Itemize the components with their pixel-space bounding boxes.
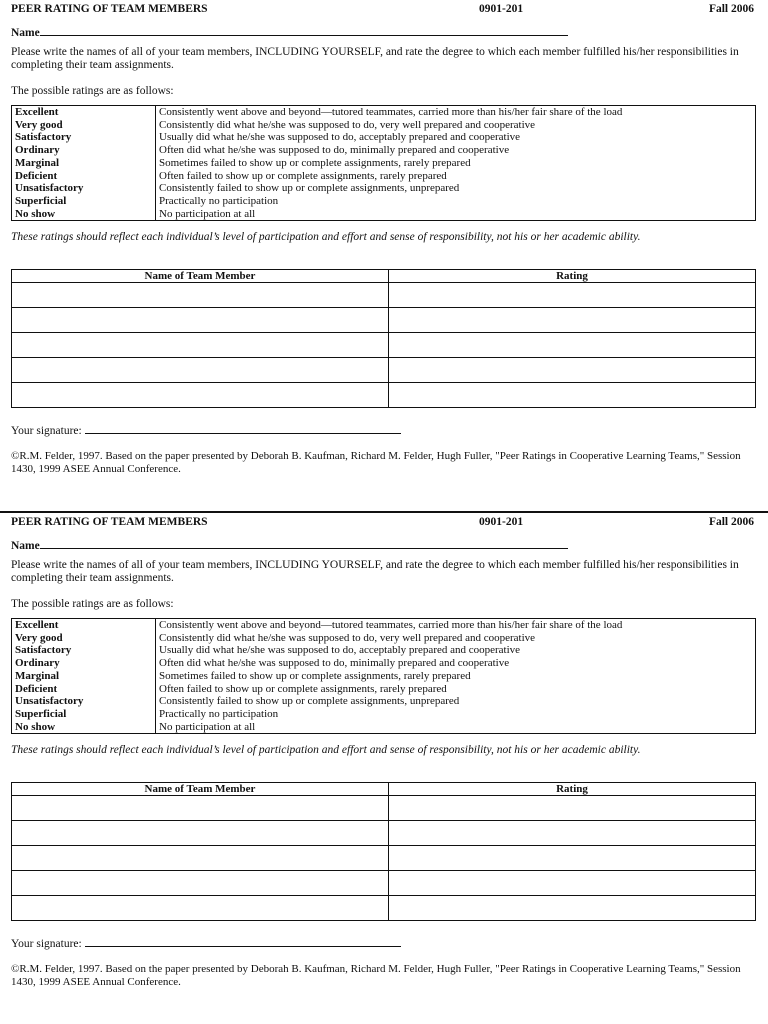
name-label: Name <box>11 27 40 39</box>
member-name-cell[interactable] <box>12 383 389 408</box>
member-row <box>12 358 756 383</box>
rating-row <box>12 721 756 734</box>
rating-row <box>12 208 756 221</box>
ratings-intro: The possible ratings are as follows: <box>11 598 174 610</box>
rating-description: No participation at all <box>156 721 756 734</box>
rating-description: Often failed to show up or complete assignments, rarely prepared <box>156 683 756 696</box>
member-row <box>12 283 756 308</box>
member-row <box>12 821 756 846</box>
member-rating-cell[interactable] <box>389 846 756 871</box>
ratings-note: These ratings should reflect each individual’s level of participation and effort and sense of responsibility, not his or her academic ability. <box>11 744 641 757</box>
member-row <box>12 871 756 896</box>
member-rating-cell[interactable] <box>389 896 756 921</box>
member-rating-header: Rating <box>389 783 756 796</box>
rating-description: Sometimes failed to show up or complete assignments, rarely prepared <box>156 670 756 683</box>
ratings-scale-table <box>11 105 756 221</box>
form-header <box>11 0 756 24</box>
member-rating-header: Rating <box>389 270 756 283</box>
rating-row <box>12 131 756 144</box>
rating-level: Very good <box>12 632 156 645</box>
rating-level: Unsatisfactory <box>12 182 156 195</box>
member-row <box>12 333 756 358</box>
signature-label: Your signature: <box>11 425 82 438</box>
rating-description: Consistently did what he/she was supposed to do, very well prepared and cooperative <box>156 119 756 132</box>
name-blank-line[interactable] <box>40 537 568 549</box>
rating-row <box>12 619 756 632</box>
rating-description: Often failed to show up or complete assignments, rarely prepared <box>156 170 756 183</box>
rating-level: Satisfactory <box>12 131 156 144</box>
member-row <box>12 846 756 871</box>
rating-level: Marginal <box>12 157 156 170</box>
form-title: PEER RATING OF TEAM MEMBERS <box>11 3 208 15</box>
member-name-cell[interactable] <box>12 871 389 896</box>
member-row <box>12 383 756 408</box>
rating-level: Deficient <box>12 683 156 696</box>
rating-level: No show <box>12 721 156 734</box>
rating-description: Usually did what he/she was supposed to do, acceptably prepared and cooperative <box>156 131 756 144</box>
rating-description: Consistently failed to show up or complete assignments, unprepared <box>156 182 756 195</box>
rating-row <box>12 670 756 683</box>
member-row <box>12 896 756 921</box>
signature-blank-line[interactable] <box>85 422 401 434</box>
rating-level: No show <box>12 208 156 221</box>
team-members-table <box>11 269 756 408</box>
semester: Fall 2006 <box>708 3 754 15</box>
ratings-intro: The possible ratings are as follows: <box>11 85 174 97</box>
rating-row <box>12 144 756 157</box>
rating-level: Very good <box>12 119 156 132</box>
member-rating-cell[interactable] <box>389 383 756 408</box>
ratings-note: These ratings should reflect each individual’s level of participation and effort and sense of responsibility, not his or her academic ability. <box>11 231 641 244</box>
instructions: Please write the names of all of your team members, INCLUDING YOURSELF, and rate the degree to which each member fulfilled his/her responsibilities in completing their team assignments. <box>11 46 739 71</box>
rating-level: Unsatisfactory <box>12 695 156 708</box>
ratings-scale-table <box>11 618 756 734</box>
rating-description: No participation at all <box>156 208 756 221</box>
rating-description: Consistently went above and beyond—tutored teammates, carried more than his/her fair share of the load <box>156 619 756 632</box>
rating-level: Ordinary <box>12 144 156 157</box>
team-members-table <box>11 782 756 921</box>
peer-rating-form <box>0 511 768 1022</box>
rating-description: Often did what he/she was supposed to do, minimally prepared and cooperative <box>156 144 756 157</box>
member-row <box>12 796 756 821</box>
rating-level: Excellent <box>12 619 156 632</box>
rating-row <box>12 106 756 119</box>
rating-row <box>12 695 756 708</box>
rating-level: Superficial <box>12 195 156 208</box>
form-header <box>11 513 756 537</box>
rating-level: Marginal <box>12 670 156 683</box>
rating-row <box>12 170 756 183</box>
member-rating-cell[interactable] <box>389 333 756 358</box>
member-rating-cell[interactable] <box>389 871 756 896</box>
member-name-cell[interactable] <box>12 308 389 333</box>
signature-field[interactable] <box>11 935 756 963</box>
signature-label: Your signature: <box>11 938 82 951</box>
rating-description: Practically no participation <box>156 708 756 721</box>
instructions: Please write the names of all of your team members, INCLUDING YOURSELF, and rate the degree to which each member fulfilled his/her responsibilities in completing their team assignments. <box>11 559 739 584</box>
member-name-header: Name of Team Member <box>12 783 389 796</box>
rating-description: Sometimes failed to show up or complete assignments, rarely prepared <box>156 157 756 170</box>
rating-description: Usually did what he/she was supposed to do, acceptably prepared and cooperative <box>156 644 756 657</box>
signature-blank-line[interactable] <box>85 935 401 947</box>
rating-level: Deficient <box>12 170 156 183</box>
rating-row <box>12 632 756 645</box>
name-field[interactable] <box>11 24 756 46</box>
member-name-cell[interactable] <box>12 896 389 921</box>
member-name-cell[interactable] <box>12 821 389 846</box>
rating-description: Often did what he/she was supposed to do, minimally prepared and cooperative <box>156 657 756 670</box>
rating-description: Consistently went above and beyond—tutored teammates, carried more than his/her fair share of the load <box>156 106 756 119</box>
rating-row <box>12 683 756 696</box>
name-label: Name <box>11 540 40 552</box>
peer-rating-form <box>0 0 768 511</box>
semester: Fall 2006 <box>708 516 754 528</box>
rating-row <box>12 119 756 132</box>
rating-row <box>12 182 756 195</box>
course-number: 0901-201 <box>479 3 524 15</box>
credit-citation: ©R.M. Felder, 1997. Based on the paper presented by Deborah B. Kaufman, Richard M. Felder, Hugh Fuller, "Peer Ratings in Cooperative Learning Teams," Session 1430, 1999 ASEE Annual Conference. <box>11 450 741 475</box>
course-number: 0901-201 <box>479 516 524 528</box>
rating-row <box>12 157 756 170</box>
rating-row <box>12 657 756 670</box>
member-rating-cell[interactable] <box>389 796 756 821</box>
rating-description: Consistently did what he/she was supposed to do, very well prepared and cooperative <box>156 632 756 645</box>
rating-level: Ordinary <box>12 657 156 670</box>
name-field[interactable] <box>11 537 756 559</box>
member-name-cell[interactable] <box>12 358 389 383</box>
member-rating-cell[interactable] <box>389 308 756 333</box>
rating-row <box>12 644 756 657</box>
member-name-cell[interactable] <box>12 846 389 871</box>
rating-description: Consistently failed to show up or complete assignments, unprepared <box>156 695 756 708</box>
rating-level: Excellent <box>12 106 156 119</box>
member-rating-cell[interactable] <box>389 283 756 308</box>
member-name-cell[interactable] <box>12 796 389 821</box>
member-name-cell[interactable] <box>12 333 389 358</box>
rating-row <box>12 195 756 208</box>
member-name-header: Name of Team Member <box>12 270 389 283</box>
name-blank-line[interactable] <box>40 24 568 36</box>
rating-level: Superficial <box>12 708 156 721</box>
rating-level: Satisfactory <box>12 644 156 657</box>
credit-citation: ©R.M. Felder, 1997. Based on the paper presented by Deborah B. Kaufman, Richard M. Felder, Hugh Fuller, "Peer Ratings in Cooperative Learning Teams," Session 1430, 1999 ASEE Annual Conference. <box>11 963 741 988</box>
member-rating-cell[interactable] <box>389 358 756 383</box>
member-name-cell[interactable] <box>12 283 389 308</box>
form-title: PEER RATING OF TEAM MEMBERS <box>11 516 208 528</box>
signature-field[interactable] <box>11 422 756 450</box>
rating-description: Practically no participation <box>156 195 756 208</box>
member-row <box>12 308 756 333</box>
rating-row <box>12 708 756 721</box>
member-rating-cell[interactable] <box>389 821 756 846</box>
